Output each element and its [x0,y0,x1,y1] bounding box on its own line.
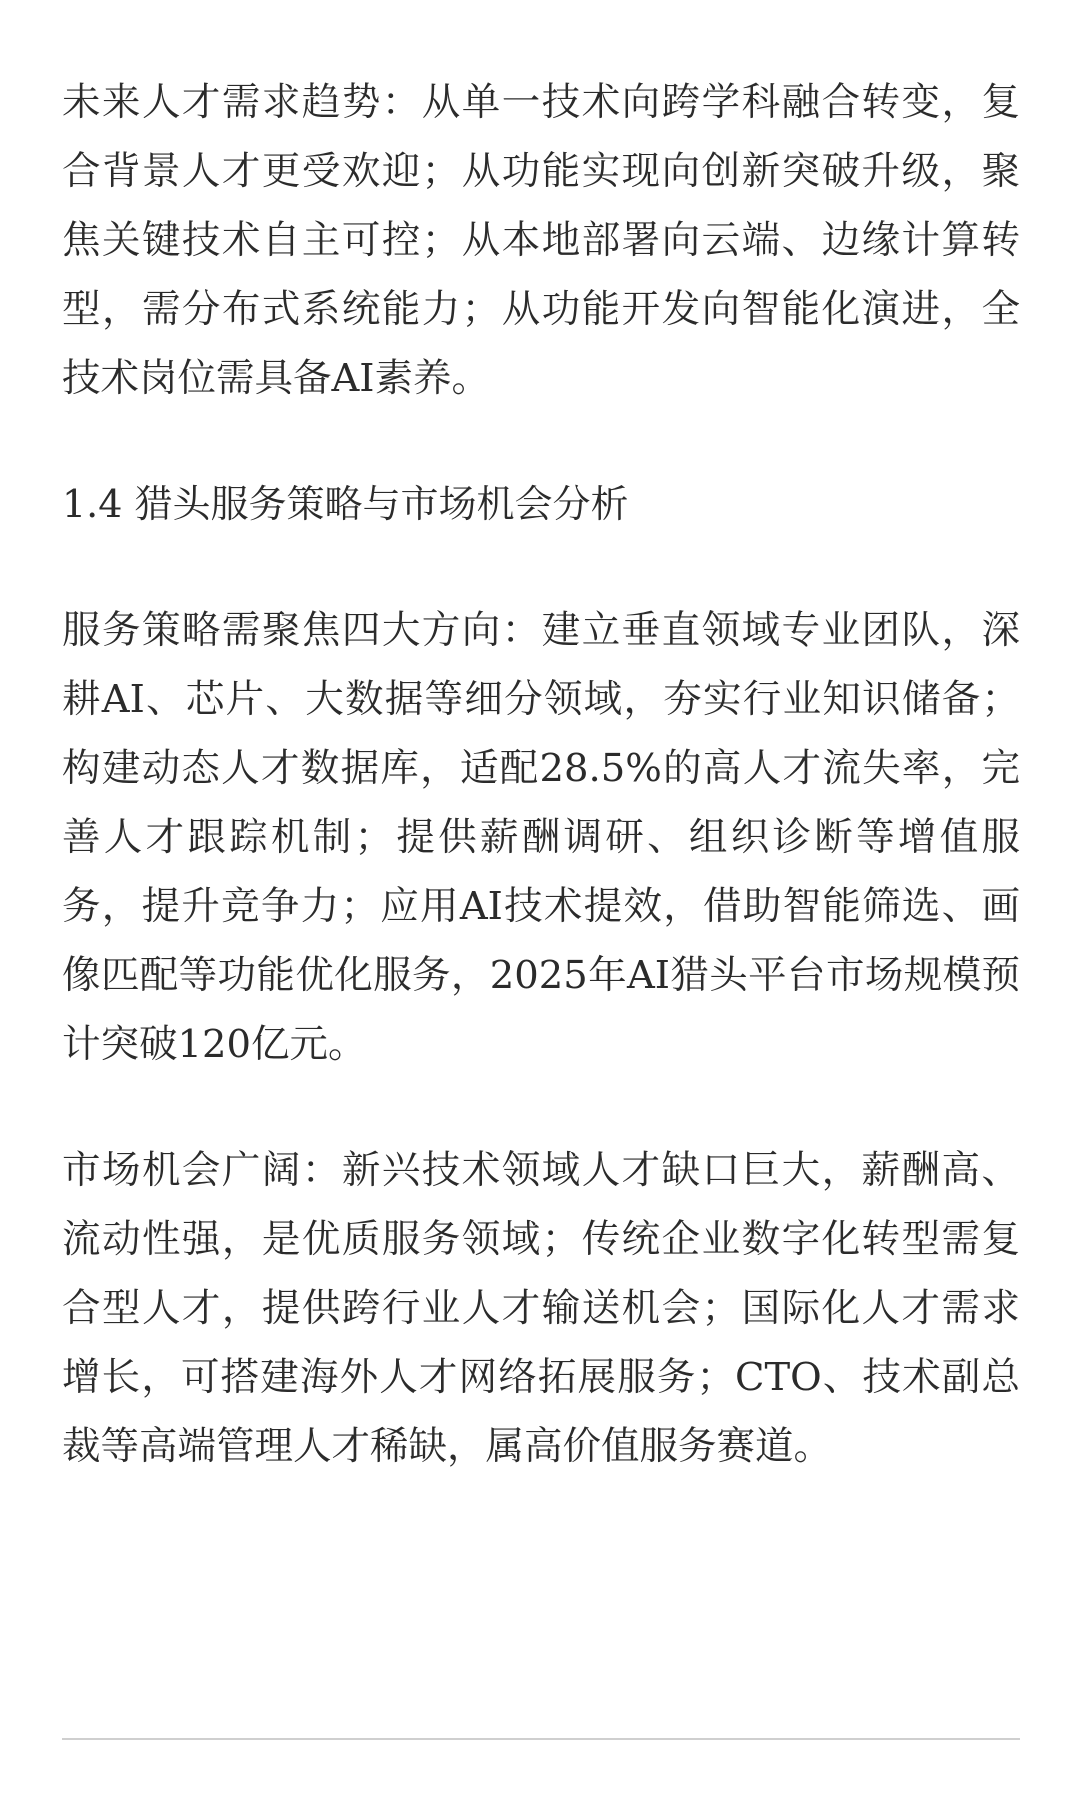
section-title: 1.4 猎头服务策略与市场机会分析 [62,482,629,526]
paragraph-market-opportunities: 市场机会广阔：新兴技术领域人才缺口巨大，薪酬高、流动性强，是优质服务领域；传统企业数字化转型需复合型人才，提供跨行业人才输送机会；国际化人才需求增长，可搭建海外人才网络拓展服务；CTO、技术副总裁等高端管理人才稀缺，属高价值服务赛道。 [62,1148,1020,1469]
paragraph-spacer [62,1079,1020,1136]
bottom-divider [62,1738,1020,1740]
article-body [62,68,1020,1481]
paragraph-service-strategy: 服务策略需聚焦四大方向：建立垂直领域专业团队，深耕AI、芯片、大数据等细分领域，夯实行业知识储备；构建动态人才数据库，适配28.5%的高人才流失率，完善人才跟踪机制；提供薪酬调研、组织诊断等增值服务，提升竞争力；应用AI技术提效，借助智能筛选、画像匹配等功能优化服务，2025年AI猎头平台市场规模预计突破120亿元。 [62,608,1020,1067]
paragraph-future-talent-trends: 未来人才需求趋势：从单一技术向跨学科融合转变，复合背景人才更受欢迎；从功能实现向创新突破升级，聚焦关键技术自主可控；从本地部署向云端、边缘计算转型，需分布式系统能力；从功能开发向智能化演进，全技术岗位需具备AI素养。 [62,80,1020,401]
paragraph-spacer [62,413,1020,470]
paragraph-spacer [62,539,1020,596]
